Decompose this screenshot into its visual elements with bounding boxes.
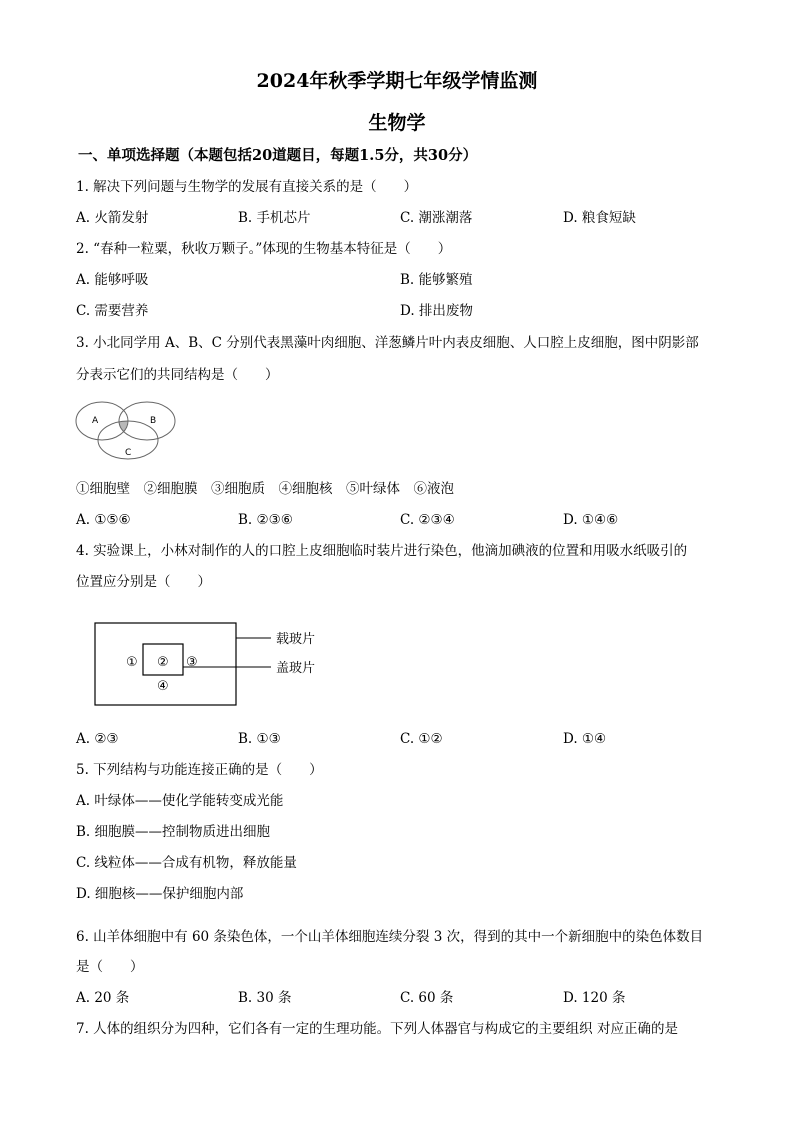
q1-option-d: D. 粮食短缺 [563, 210, 636, 226]
position-3-marker: ③ [186, 655, 198, 670]
q4-option-c: C. ①② [400, 731, 443, 747]
question-7-stem: 7. 人体的组织分为四种，它们各有一定的生理功能。下列人体器官与构成它的主要组织 对应正确的是 [76, 1021, 678, 1037]
question-3-stem-line2: 分表示它们的共同结构是（ ） [76, 367, 279, 383]
q3-option-c: C. ②③④ [400, 512, 455, 528]
q1-option-b: B. 手机芯片 [238, 210, 311, 226]
q3-option-b: B. ②③⑥ [238, 512, 293, 528]
q2-option-b: B. 能够繁殖 [400, 272, 473, 288]
question-4-stem-line1: 4. 实验课上，小林对制作的人的口腔上皮细胞临时装片进行染色，他滴加碘液的位置和用吸水纸吸引的 [76, 543, 688, 559]
q6-option-d: D. 120 条 [563, 990, 626, 1006]
question-3-stem-line1: 3. 小北同学用 A、B、C 分别代表黑藻叶肉细胞、洋葱鳞片叶内表皮细胞、人口腔上皮细胞，图中阴影部 [76, 335, 699, 351]
venn-diagram [72, 396, 184, 466]
exam-subject: 生物学 [368, 112, 426, 134]
q3-option-d: D. ①④⑥ [563, 512, 619, 528]
q4-option-d: D. ①④ [563, 731, 607, 747]
question-6-stem-line2: 是（ ） [76, 959, 144, 975]
q2-option-c: C. 需要营养 [76, 303, 149, 319]
q5-option-b: B. 细胞膜——控制物质进出细胞 [76, 824, 271, 840]
q4-option-b: B. ①③ [238, 731, 281, 747]
section-heading: 一、单项选择题（本题包括20道题目，每题1.5分，共30分） [78, 147, 478, 164]
q5-option-c: C. 线粒体——合成有机物，释放能量 [76, 855, 297, 871]
slide-label: 载玻片 [276, 632, 316, 647]
q1-option-c: C. 潮涨潮落 [400, 210, 473, 226]
q3-option-a: A. ①⑤⑥ [76, 512, 131, 528]
q2-option-d: D. 排出废物 [400, 303, 473, 319]
venn-label-b: B [150, 416, 157, 426]
position-2-marker: ② [157, 655, 169, 670]
q5-option-d: D. 细胞核——保护细胞内部 [76, 886, 244, 902]
question-5-stem: 5. 下列结构与功能连接正确的是（ ） [76, 762, 323, 778]
q6-option-b: B. 30 条 [238, 990, 292, 1006]
q1-option-a: A. 火箭发射 [76, 210, 149, 226]
question-6-stem-line1: 6. 山羊体细胞中有 60 条染色体，一个山羊体细胞连续分裂 3 次，得到的其中一个新细胞中的染色体数目 [76, 929, 704, 945]
question-4-stem-line2: 位置应分别是（ ） [76, 574, 211, 590]
venn-label-c: C [125, 448, 132, 458]
position-4-marker: ④ [157, 679, 169, 694]
q2-option-a: A. 能够呼吸 [76, 272, 149, 288]
q6-option-a: A. 20 条 [76, 990, 130, 1006]
q4-option-a: A. ②③ [76, 731, 119, 747]
question-2-stem: 2. “春种一粒粟，秋收万颗子。”体现的生物基本特征是（ ） [76, 241, 452, 257]
q3-structure-list: ①细胞壁 ②细胞膜 ③细胞质 ④细胞核 ⑤叶绿体 ⑥液泡 [76, 481, 454, 497]
exam-title: 2024年秋季学期七年级学情监测 [256, 70, 538, 92]
question-1-stem: 1. 解决下列问题与生物学的发展有直接关系的是（ ） [76, 179, 418, 195]
position-1-marker: ① [126, 655, 138, 670]
venn-circle-a [76, 402, 128, 440]
cover-slip-label: 盖玻片 [276, 661, 316, 676]
slide-diagram [90, 618, 340, 710]
venn-label-a: A [92, 416, 99, 426]
q6-option-c: C. 60 条 [400, 990, 454, 1006]
q5-option-a: A. 叶绿体——使化学能转变成光能 [76, 793, 284, 809]
